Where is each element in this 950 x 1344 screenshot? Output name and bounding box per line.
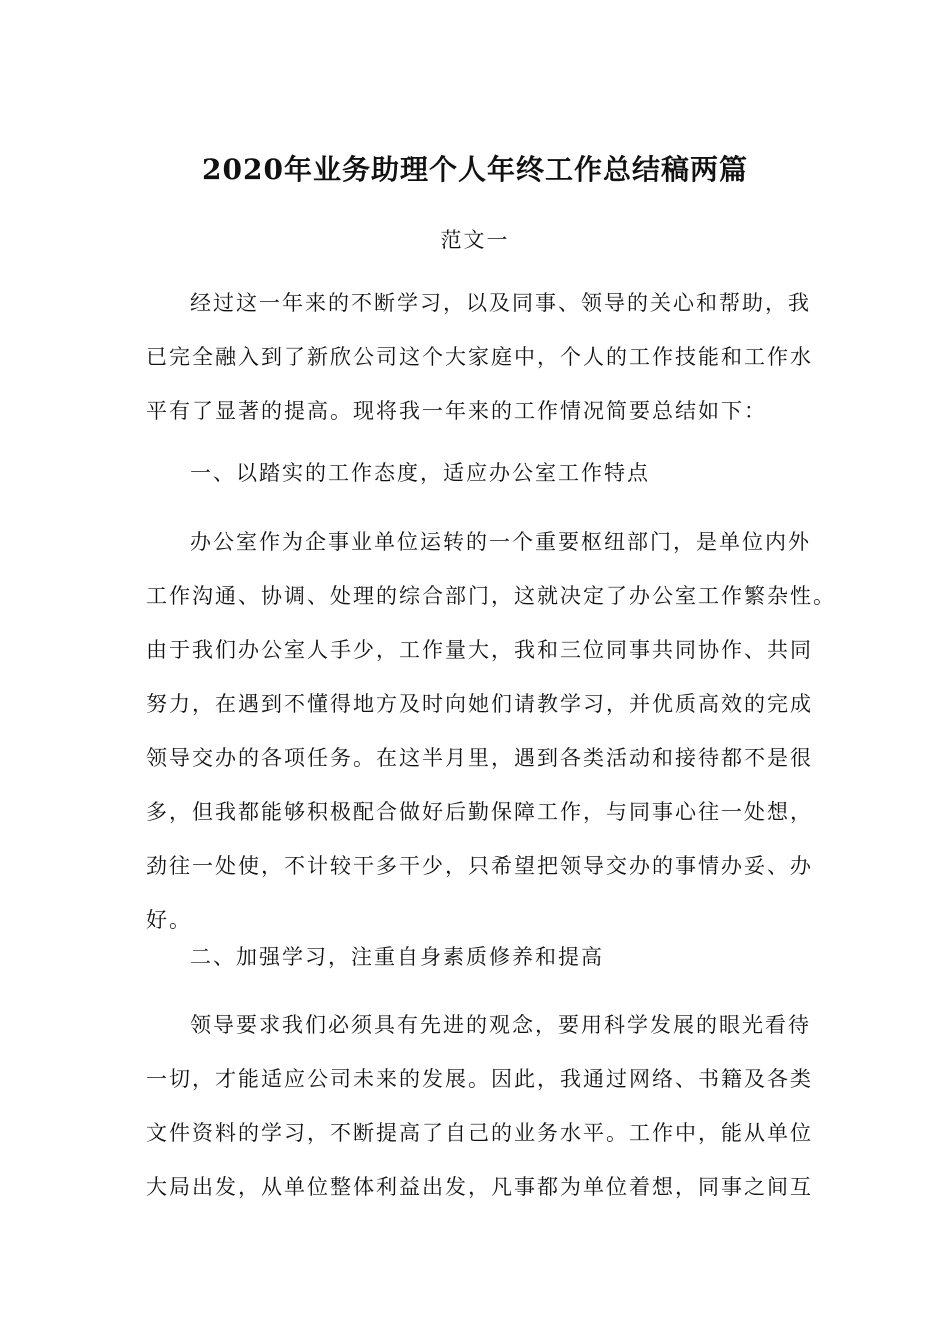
document-subtitle: 范文一 — [440, 228, 510, 252]
text-line: 由于我们办公室人手少，工作量大，我和三位同事共同协作、共同 — [146, 638, 813, 662]
section-heading-2 — [146, 930, 810, 984]
section-heading-text: 二、加强学习，注重自身素质修养和提高 — [190, 945, 604, 969]
text-line: 一切，才能适应公司未来的发展。因此，我通过网络、书籍及各类 — [146, 1067, 813, 1091]
text-line: 劲往一处使，不计较干多干少，只希望把领导交办的事情办妥、办 — [146, 854, 813, 878]
text-line: 多，但我都能够积极配合做好后勤保障工作，与同事心往一处想， — [146, 800, 813, 824]
text-line: 工作沟通、协调、处理的综合部门，这就决定了办公室工作繁杂性。 — [146, 584, 836, 608]
paragraph-3 — [146, 998, 813, 1214]
text-line: 平有了显著的提高。现将我一年来的工作情况简要总结如下： — [146, 399, 767, 423]
section-heading-1 — [146, 446, 810, 500]
text-line: 大局出发，从单位整体利益出发，凡事都为单位着想，同事之间互 — [146, 1175, 813, 1199]
paragraph-2 — [146, 515, 836, 947]
paragraph-1 — [146, 276, 813, 438]
text-line: 文件资料的学习，不断提高了自己的业务水平。工作中，能从单位 — [146, 1121, 813, 1145]
text-line: 经过这一年来的不断学习，以及同事、领导的关心和帮助，我 — [190, 291, 811, 315]
text-line: 好。 — [146, 908, 192, 932]
text-line: 努力，在遇到不懂得地方及时向她们请教学习，并优质高效的完成 — [146, 692, 813, 716]
text-line: 已完全融入到了新欣公司这个大家庭中，个人的工作技能和工作水 — [146, 345, 813, 369]
section-heading-text: 一、以踏实的工作态度，适应办公室工作特点 — [190, 461, 650, 485]
document-title: 2020年业务助理个人年终工作总结稿两篇 — [202, 153, 748, 186]
text-line: 办公室作为企事业单位运转的一个重要枢纽部门，是单位内外 — [190, 530, 811, 554]
text-line: 领导要求我们必须具有先进的观念，要用科学发展的眼光看待 — [190, 1013, 811, 1037]
text-line: 领导交办的各项任务。在这半月里，遇到各类活动和接待都不是很 — [146, 746, 813, 770]
